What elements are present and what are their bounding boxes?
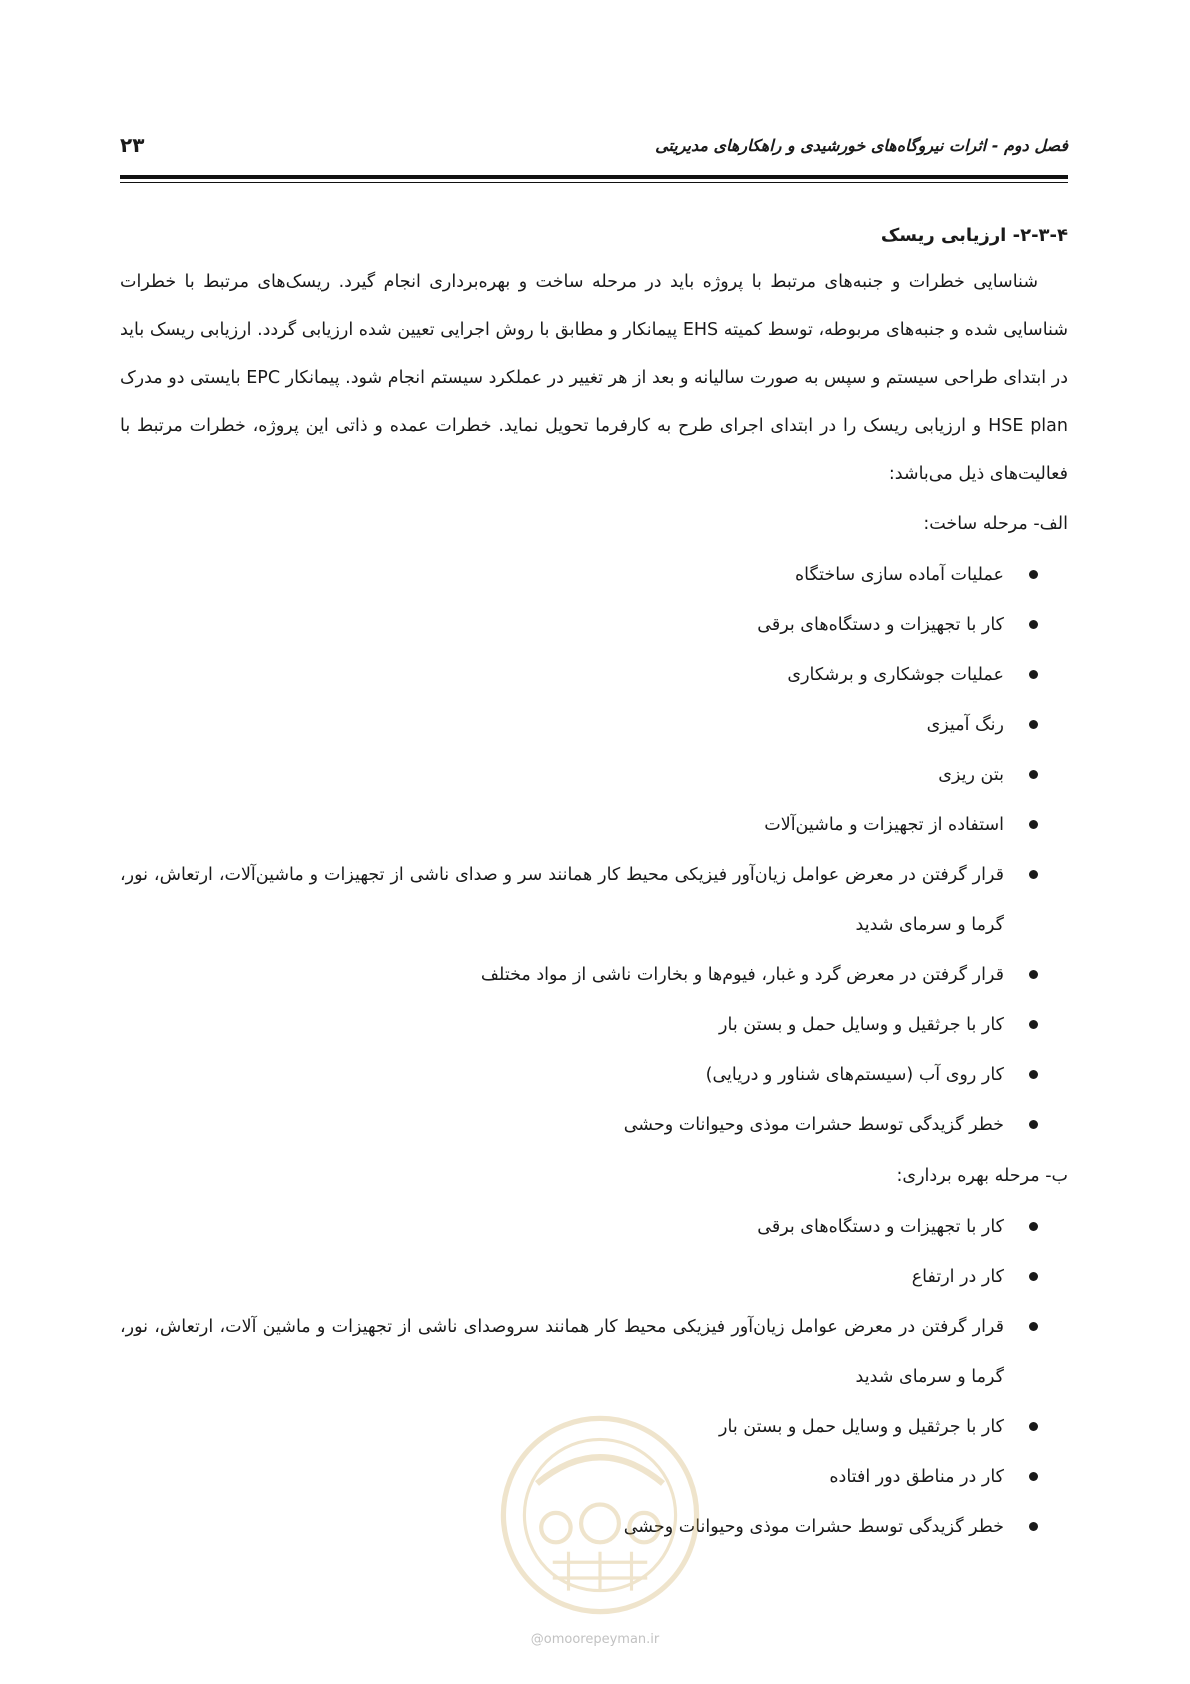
bullet-icon	[1029, 620, 1038, 629]
list-item	[120, 700, 1004, 750]
bullet-icon	[1029, 570, 1038, 579]
operation-heading: ب- مرحله بهره برداری:	[896, 1166, 1068, 1186]
list-item	[120, 1050, 1004, 1100]
bullet-icon	[1029, 1522, 1038, 1531]
list-item-text: کار با جرثقیل و وسایل حمل و بستن بار	[719, 1015, 1004, 1035]
list-item	[120, 750, 1004, 800]
bullet-icon	[1029, 820, 1038, 829]
header-rule-thick	[120, 175, 1068, 179]
list-item	[120, 1202, 1004, 1252]
bullet-icon	[1029, 1272, 1038, 1281]
section-paragraph: شناسایی خطرات و جنبه‌های مرتبط با پروژه باید در مرحله ساخت و بهره‌برداری انجام گیرد. ریسک‌های مرتبط با خطرات شناسایی شده و جنبه‌های مربوطه، توسط کمیته EHS پیمانکار و مطابق با روش اجرایی تعیین شده ارزیابی گردد. ارزیابی ریسک باید در ابتدای طراحی سیستم و سپس به صورت سالیانه و بعد از هر تغییر در عملکرد سیستم انجام شود. پیمانکار EPC بایستی دو مدرک HSE plan و ارزیابی ریسک را در ابتدای اجرای طرح به کارفرما تحویل نماید. خطرات عمده و ذاتی این پروژه، خطرات مرتبط با فعالیت‌های ذیل می‌باشد:	[120, 272, 1068, 484]
bullet-icon	[1029, 1472, 1038, 1481]
list-item	[120, 800, 1004, 850]
page-header	[120, 128, 1068, 162]
list-item-text: کار در مناطق دور افتاده	[829, 1467, 1004, 1487]
construction-list	[120, 550, 1068, 1150]
bullet-icon	[1029, 1322, 1038, 1331]
list-item-text: خطر گزیدگی توسط حشرات موذی وحیوانات وحشی	[623, 1115, 1004, 1135]
list-item	[120, 650, 1004, 700]
list-item-text: استفاده از تجهیزات و ماشین‌آلات	[764, 815, 1004, 835]
bullet-icon	[1029, 670, 1038, 679]
bullet-icon	[1029, 1422, 1038, 1431]
watermark-url: @omoorepeyman.ir	[530, 1632, 660, 1647]
list-item	[120, 950, 1004, 1000]
bullet-icon	[1029, 770, 1038, 779]
list-item	[120, 850, 1004, 950]
list-item-text: قرار گرفتن در معرض عوامل زیان‌آور فیزیکی محیط کار همانند سروصدای ناشی از تجهیزات و ماشین آلات، ارتعاش، نور، گرما و سرمای شدید	[120, 1317, 1004, 1387]
list-item	[120, 1252, 1004, 1302]
list-item-text: رنگ آمیزی	[926, 715, 1004, 735]
page-number: ۲۳	[120, 133, 145, 157]
list-item-text: کار در ارتفاع	[911, 1267, 1004, 1287]
watermark-logo-icon	[495, 1410, 705, 1620]
page-content	[120, 218, 1068, 1552]
list-item	[120, 600, 1004, 650]
header-rule-thin	[120, 182, 1068, 183]
bullet-icon	[1029, 970, 1038, 979]
list-item-text: قرار گرفتن در معرض گرد و غبار، فیوم‌ها و بخارات ناشی از مواد مختلف	[480, 965, 1004, 985]
list-item-text: کار با تجهیزات و دستگاه‌های برقی	[757, 615, 1004, 635]
list-item	[120, 1100, 1004, 1150]
list-item-text: خطر گزیدگی توسط حشرات موذی وحیوانات وحشی	[623, 1517, 1004, 1537]
list-item-text: عملیات جوشکاری و برشکاری	[787, 665, 1004, 685]
bullet-icon	[1029, 870, 1038, 879]
list-item	[120, 1302, 1004, 1402]
bullet-icon	[1029, 1070, 1038, 1079]
bullet-icon	[1029, 720, 1038, 729]
list-item-text: بتن ریزی	[938, 765, 1004, 785]
section-heading: ۲-۳-۴- ارزیابی ریسک	[880, 225, 1068, 246]
construction-heading: الف- مرحله ساخت:	[923, 514, 1068, 534]
list-item-text: کار با تجهیزات و دستگاه‌های برقی	[757, 1217, 1004, 1237]
bullet-icon	[1029, 1020, 1038, 1029]
list-item-text: عملیات آماده سازی ساختگاه	[794, 565, 1004, 585]
list-item-text: کار با جرثقیل و وسایل حمل و بستن بار	[719, 1417, 1004, 1437]
bullet-icon	[1029, 1120, 1038, 1129]
bullet-icon	[1029, 1222, 1038, 1231]
chapter-title: فصل دوم - اثرات نیروگاه‌های خورشیدی و راهکارهای مدیریتی	[655, 135, 1068, 155]
list-item-text: کار روی آب (سیستم‌های شناور و دریایی)	[705, 1065, 1004, 1085]
list-item	[120, 1000, 1004, 1050]
list-item	[120, 550, 1004, 600]
list-item-text: قرار گرفتن در معرض عوامل زیان‌آور فیزیکی محیط کار همانند سر و صدای ناشی از تجهیزات و ماشین‌آلات، ارتعاش، نور، گرما و سرمای شدید	[120, 865, 1004, 935]
